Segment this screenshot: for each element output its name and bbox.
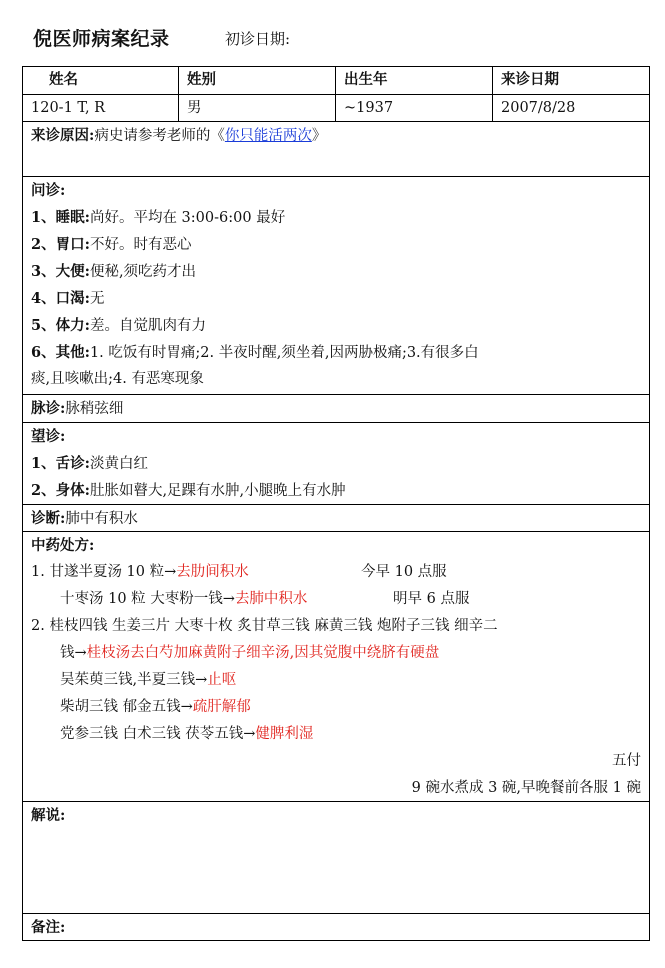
inspection-tongue: 1、舌诊:淡黄白红 <box>31 455 148 472</box>
diagnosis-text: 肺中有积水 <box>65 511 138 527</box>
case-record-table <box>22 66 650 941</box>
inquiry-stamina: 5、体力:差。自觉肌肉有力 <box>31 317 206 334</box>
inspection-body: 2、身体:肚胀如瞽大,足踝有水肿,小腿晚上有水肿 <box>31 482 346 499</box>
prescription-instructions: 9 碗水煮成 3 碗,早晚餐前各服 1 碗 <box>411 780 641 796</box>
document-title: 倪医师病案纪录 <box>33 28 170 50</box>
reason-section <box>23 122 649 177</box>
inquiry-appetite: 2、胃口:不好。时有恶心 <box>31 236 192 253</box>
inquiry-stool: 3、大便:便秘,须吃药才出 <box>31 263 197 280</box>
prescription-line-7: 党参三钱 白术三钱 茯苓五钱→健脾利湿 <box>60 726 314 742</box>
prescription-line-5: 吴茱萸三钱,半夏三钱→止呕 <box>60 672 237 688</box>
reason-close: 》 <box>311 128 327 144</box>
diagnosis-label: 诊断: <box>31 510 66 527</box>
reason-line <box>23 122 649 149</box>
page-header <box>33 24 653 54</box>
diagnosis-line <box>23 505 649 532</box>
header-gender: 姓别 <box>179 67 336 94</box>
prescription-section <box>23 532 649 802</box>
inquiry-thirst: 4、口渴:无 <box>31 290 105 307</box>
visit-date: 2007/8/28 <box>501 100 576 116</box>
first-visit-date-label: 初诊日期: <box>225 30 291 48</box>
prescription-line-2: 十枣汤 10 粒 大枣粉一钱→去肺中积水 明早 6 点服 <box>60 591 470 607</box>
inquiry-section <box>23 177 649 395</box>
remarks-section <box>23 914 649 940</box>
patient-birth-year: ~1937 <box>336 95 493 121</box>
inquiry-sleep: 1、睡眠:尚好。平均在 3:00-6:00 最好 <box>31 209 286 226</box>
patient-gender: 男 <box>179 95 336 121</box>
prescription-line-4: 钱→桂枝汤去白芍加麻黄附子细辛汤,因其觉腹中绕脐有硬盘 <box>60 645 440 661</box>
inquiry-other: 6、其他:1. 吃饭有时胃痛;2. 半夜时醒,须坐着,因两胁极痛;3.有很多白 <box>31 344 479 361</box>
prescription-doses: 五付 <box>612 753 641 769</box>
prescription-heading: 中药处方: <box>31 537 95 554</box>
prescription-line-1: 1. 甘遂半夏汤 10 粒→去肋间积水 今早 10 点服 <box>31 564 447 580</box>
inquiry-other-continuation: 痰,且咳嗽出;4. 有恶寒现象 <box>31 371 204 387</box>
header-visit-date: 来诊日期 <box>501 71 559 88</box>
remarks-label: 备注: <box>31 919 66 936</box>
pulse-line <box>23 395 649 422</box>
explanation-section <box>23 802 649 914</box>
pulse-section <box>23 395 649 423</box>
diagnosis-section <box>23 505 649 532</box>
pulse-label: 脉诊: <box>31 400 66 417</box>
header-name: 姓名 <box>23 67 179 94</box>
pulse-text: 脉稍弦细 <box>65 401 124 417</box>
history-link[interactable]: 你只能活两次 <box>224 128 312 144</box>
inspection-section <box>23 423 649 505</box>
patient-name: 120-1 T, R <box>23 95 179 121</box>
inquiry-heading: 问诊: <box>31 182 66 199</box>
prescription-line-3: 2. 桂枝四钱 生姜三片 大枣十枚 炙甘草三钱 麻黄三钱 炮附子三钱 细辛二 <box>31 618 498 634</box>
prescription-line-6: 柴胡三钱 郁金五钱→疏肝解郁 <box>60 699 251 715</box>
patient-header-row <box>23 67 649 95</box>
reason-text: 病史请参考老师的《 <box>94 128 225 144</box>
header-birth-year: 出生年 <box>336 67 493 94</box>
explanation-label: 解说: <box>31 807 66 824</box>
patient-values-row <box>23 95 649 122</box>
reason-label: 来诊原因: <box>31 127 95 144</box>
inspection-heading: 望诊: <box>31 428 66 445</box>
